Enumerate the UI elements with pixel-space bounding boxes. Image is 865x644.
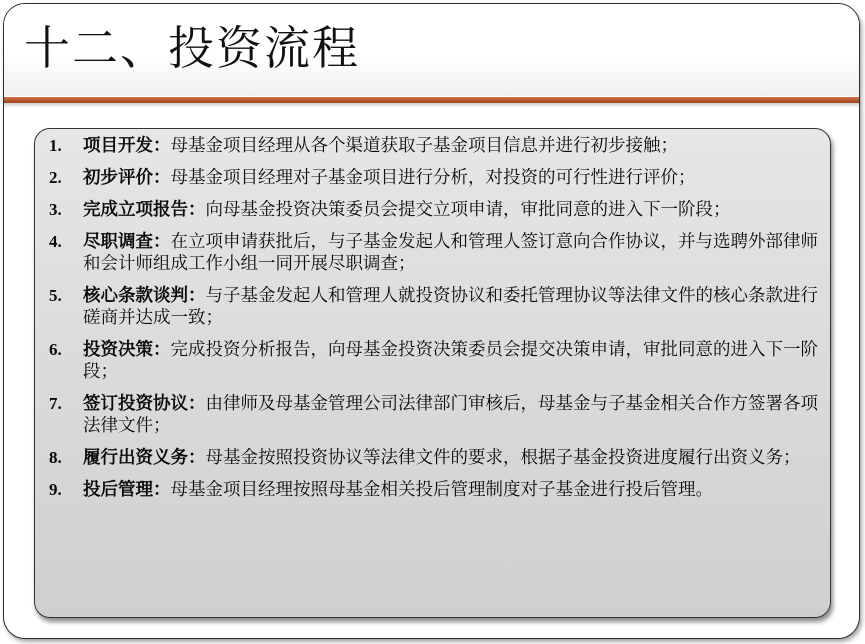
- step-description: 母基金项目经理从各个渠道获取子基金项目信息并进行初步接触；: [170, 136, 678, 156]
- step-heading: 尽职调查：: [83, 232, 171, 252]
- process-step-5: [47, 285, 822, 329]
- step-number: 3.: [49, 200, 62, 219]
- step-heading: 履行出资义务：: [83, 448, 206, 468]
- step-heading: 项目开发：: [83, 136, 171, 156]
- process-step-1: [47, 135, 822, 157]
- step-heading: 初步评价：: [83, 168, 171, 188]
- step-description: 由律师及母基金管理公司法律部门审核后，母基金与子基金相关合作方签署各项法律文件；: [83, 394, 818, 436]
- step-number: 7.: [49, 394, 62, 413]
- process-step-4: [47, 231, 822, 275]
- step-description: 向母基金投资决策委员会提交立项申请，审批同意的进入下一阶段；: [205, 200, 731, 220]
- step-number: 8.: [49, 448, 62, 467]
- title-area: [4, 4, 859, 96]
- step-number: 5.: [49, 286, 62, 305]
- slide-frame: [3, 3, 860, 639]
- title-divider-shadow: [4, 103, 859, 108]
- step-number: 2.: [49, 168, 62, 187]
- process-step-9: [47, 479, 822, 501]
- step-heading: 完成立项报告：: [83, 200, 206, 220]
- step-description: 母基金项目经理按照母基金相关投后管理制度对子基金进行投后管理。: [170, 480, 713, 500]
- step-number: 1.: [49, 136, 62, 155]
- step-heading: 签订投资协议：: [83, 394, 206, 414]
- step-description: 完成投资分析报告，向母基金投资决策委员会提交决策申请，审批同意的进入下一阶段；: [83, 340, 818, 382]
- process-step-6: [47, 339, 822, 383]
- content-box: [34, 128, 831, 618]
- step-heading: 投后管理：: [83, 480, 171, 500]
- step-heading: 核心条款谈判：: [83, 286, 206, 306]
- step-number: 9.: [49, 480, 62, 499]
- process-step-8: [47, 447, 822, 469]
- step-description: 在立项申请获批后，与子基金发起人和管理人签订意向合作协议，并与选聘外部律师和会计师组成工作小组一同开展尽职调查；: [83, 232, 818, 274]
- process-step-7: [47, 393, 822, 437]
- step-number: 4.: [49, 232, 62, 251]
- step-description: 母基金项目经理对子基金项目进行分析，对投资的可行性进行评价；: [170, 168, 696, 188]
- step-heading: 投资决策：: [83, 340, 171, 360]
- process-step-list: [47, 135, 822, 501]
- step-number: 6.: [49, 340, 62, 359]
- process-step-3: [47, 199, 822, 221]
- step-description: 与子基金发起人和管理人就投资协议和委托管理协议等法律文件的核心条款进行磋商并达成一致；: [83, 286, 818, 328]
- step-description: 母基金按照投资协议等法律文件的要求，根据子基金投资进度履行出资义务；: [205, 448, 801, 468]
- slide-title: 十二、投资流程: [24, 21, 360, 75]
- process-step-2: [47, 167, 822, 189]
